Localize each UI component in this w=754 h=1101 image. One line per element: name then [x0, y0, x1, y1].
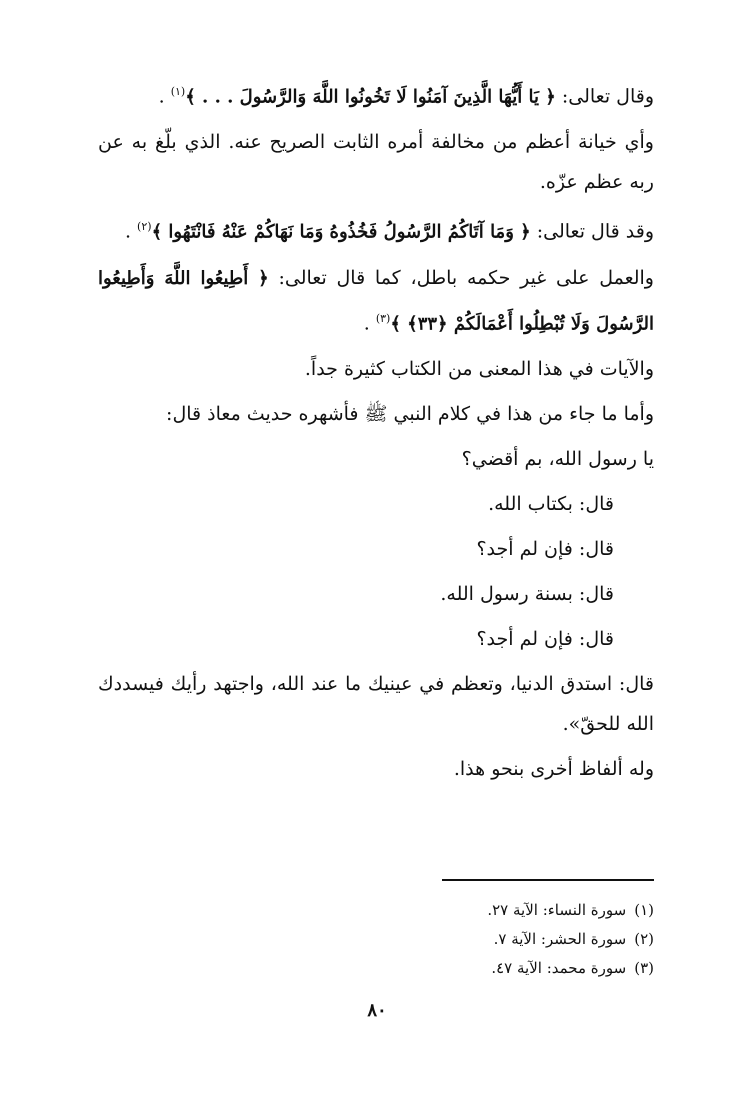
- verse-end: .: [363, 311, 376, 334]
- footnote-ref: (١): [170, 85, 186, 98]
- paragraph-verse-2: [98, 207, 654, 252]
- main-text: [98, 72, 654, 794]
- verse-intro: وقال تعالى:: [555, 85, 654, 108]
- footnote: [98, 954, 654, 983]
- footnote: [98, 896, 654, 925]
- quran-verse: ﴿ يَا أَيُّهَا الَّذِينَ آمَنُوا لَا تَخُونُوا اللَّهَ وَالرَّسُولَ . . . ﴾: [185, 86, 556, 108]
- paragraph: والآيات في هذا المعنى من الكتاب كثيرة جداً.: [304, 357, 654, 380]
- paragraph-verse-3: [98, 258, 654, 344]
- footnote-number: (٣): [634, 959, 654, 977]
- footnote-text: سورة محمد: الآية ٤٧.: [491, 959, 627, 977]
- paragraph-verse-1: [98, 72, 654, 117]
- dialogue-line: قال: بكتاب الله.: [488, 492, 614, 515]
- paragraph: وأي خيانة أعظم من مخالفة أمره الثابت الصريح عنه. الذي بلّغ به عن ربه عظم عزّه.: [98, 131, 654, 194]
- page-number: ٨٠: [367, 1000, 387, 1021]
- quran-verse: ﴿ أَطِيعُوا اللَّهَ وَأَطِيعُوا الرَّسُولَ وَلَا تُبْطِلُوا أَعْمَالَكُمْ ﴿٣٣﴾ ﴾: [98, 267, 654, 334]
- footnotes: [98, 896, 654, 983]
- paragraph: وأما ما جاء من هذا في كلام النبي ﷺ فأشهره حديث معاذ قال:: [166, 402, 654, 425]
- verse-end: .: [158, 85, 171, 108]
- verse-end: .: [124, 220, 138, 243]
- verse-intro: والعمل على غير حكمه باطل، كما قال تعالى:: [268, 266, 654, 289]
- paragraph: وله ألفاظ أخرى بنحو هذا.: [453, 757, 654, 780]
- footnote-ref: (٣): [375, 311, 391, 325]
- footnote-number: (٢): [634, 930, 654, 948]
- verse-intro: وقد قال تعالى:: [530, 220, 654, 243]
- quran-verse: ﴿ وَمَا آتَاكُمُ الرَّسُولُ فَخُذُوهُ وَمَا نَهَاكُمْ عَنْهُ فَانْتَهُوا ﴾: [151, 221, 531, 243]
- footnote-divider: [442, 879, 654, 881]
- dialogue-line: قال: فإن لم أجد؟: [476, 627, 614, 650]
- footnote-ref: (٢): [137, 220, 152, 234]
- dialogue-line: قال: بسنة رسول الله.: [440, 582, 614, 605]
- footnote: [98, 925, 654, 954]
- dialogue-line: يا رسول الله، بم أقضي؟: [461, 447, 654, 470]
- footnote-text: سورة الحشر: الآية ٧.: [493, 930, 627, 948]
- footnote-text: سورة النساء: الآية ٢٧.: [487, 901, 627, 919]
- dialogue-line: قال: استدق الدنيا، وتعظم في عينيك ما عند الله، واجتهد رأيك فيسددك الله للحقّ».: [98, 672, 654, 735]
- footnote-number: (١): [634, 901, 654, 919]
- dialogue-line: قال: فإن لم أجد؟: [476, 537, 614, 560]
